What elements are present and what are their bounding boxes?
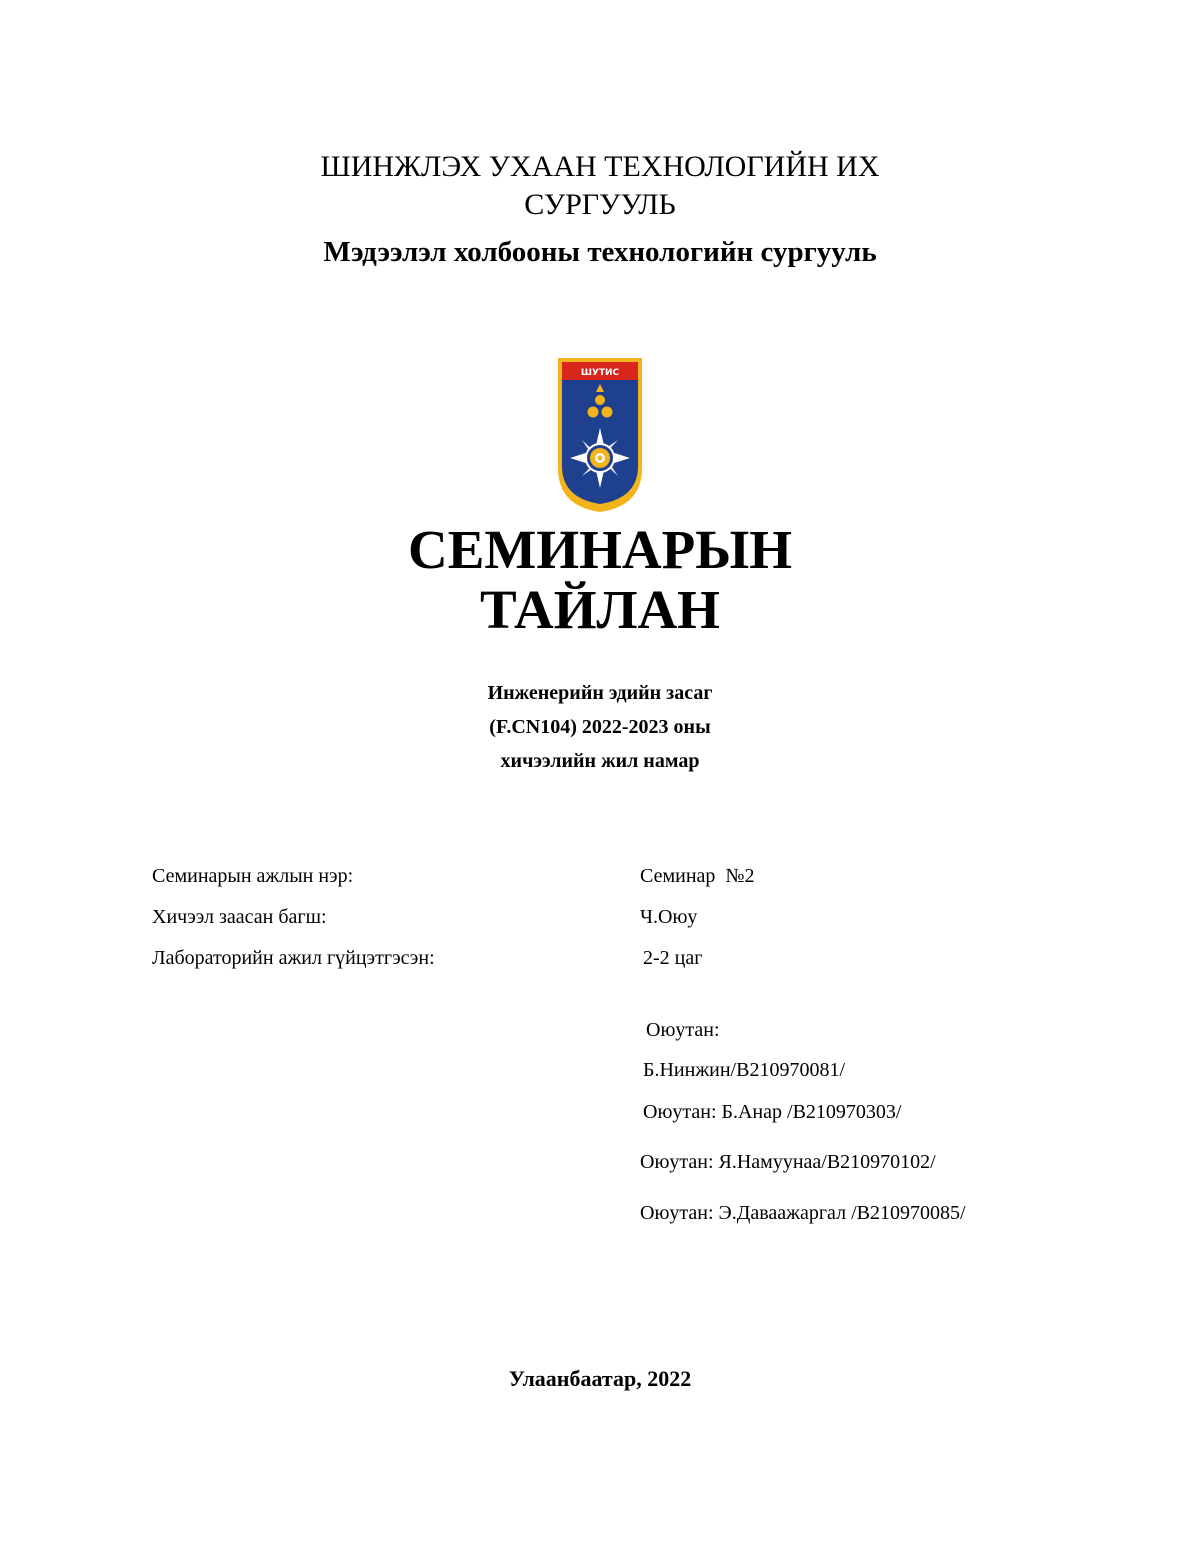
- university-emblem-icon: [556, 356, 644, 514]
- course-line1: Инженерийн эдийн засаг: [487, 682, 713, 704]
- course-info: [0, 676, 1200, 778]
- student-item: Оюутан: Э.Даваажаргал /B210970085/: [640, 1202, 966, 1224]
- university-logo: [556, 356, 644, 514]
- info-label-seminar: Семинарын ажлын нэр:: [152, 865, 354, 887]
- school-name: Мэдээлэл холбооны технологийн сургууль: [323, 236, 877, 268]
- student-item: Б.Нинжин/B210970081/: [643, 1059, 846, 1081]
- course-line3: хичээлийн жил намар: [500, 750, 700, 772]
- report-title-line1: СЕМИНАРЫН: [408, 519, 792, 580]
- info-value-teacher: Ч.Оюу: [640, 906, 698, 928]
- student-item: Оюутан: Б.Анар /B210970303/: [643, 1101, 902, 1123]
- report-title: [0, 520, 1200, 640]
- place-year: Улаанбаатар, 2022: [508, 1366, 692, 1391]
- info-value-lab: 2-2 цаг: [643, 947, 703, 969]
- info-label-teacher: Хичээл заасан багш:: [152, 906, 327, 928]
- university-name: [0, 148, 1200, 224]
- logo-text: ШУТИС: [580, 368, 620, 378]
- info-value-seminar: Семинар №2: [640, 865, 755, 887]
- info-label-lab: Лабораторийн ажил гүйцэтгэсэн:: [152, 947, 435, 969]
- report-title-line2: ТАЙЛАН: [480, 579, 720, 640]
- university-name-line1: ШИНЖЛЭХ УХААН ТЕХНОЛОГИЙН ИХ: [320, 150, 880, 183]
- student-heading: Оюутан:: [646, 1019, 720, 1041]
- course-line2: (F.CN104) 2022-2023 оны: [489, 716, 711, 738]
- student-item: Оюутан: Я.Намуунаа/B210970102/: [640, 1151, 936, 1173]
- university-name-line2: СУРГУУЛЬ: [524, 188, 676, 221]
